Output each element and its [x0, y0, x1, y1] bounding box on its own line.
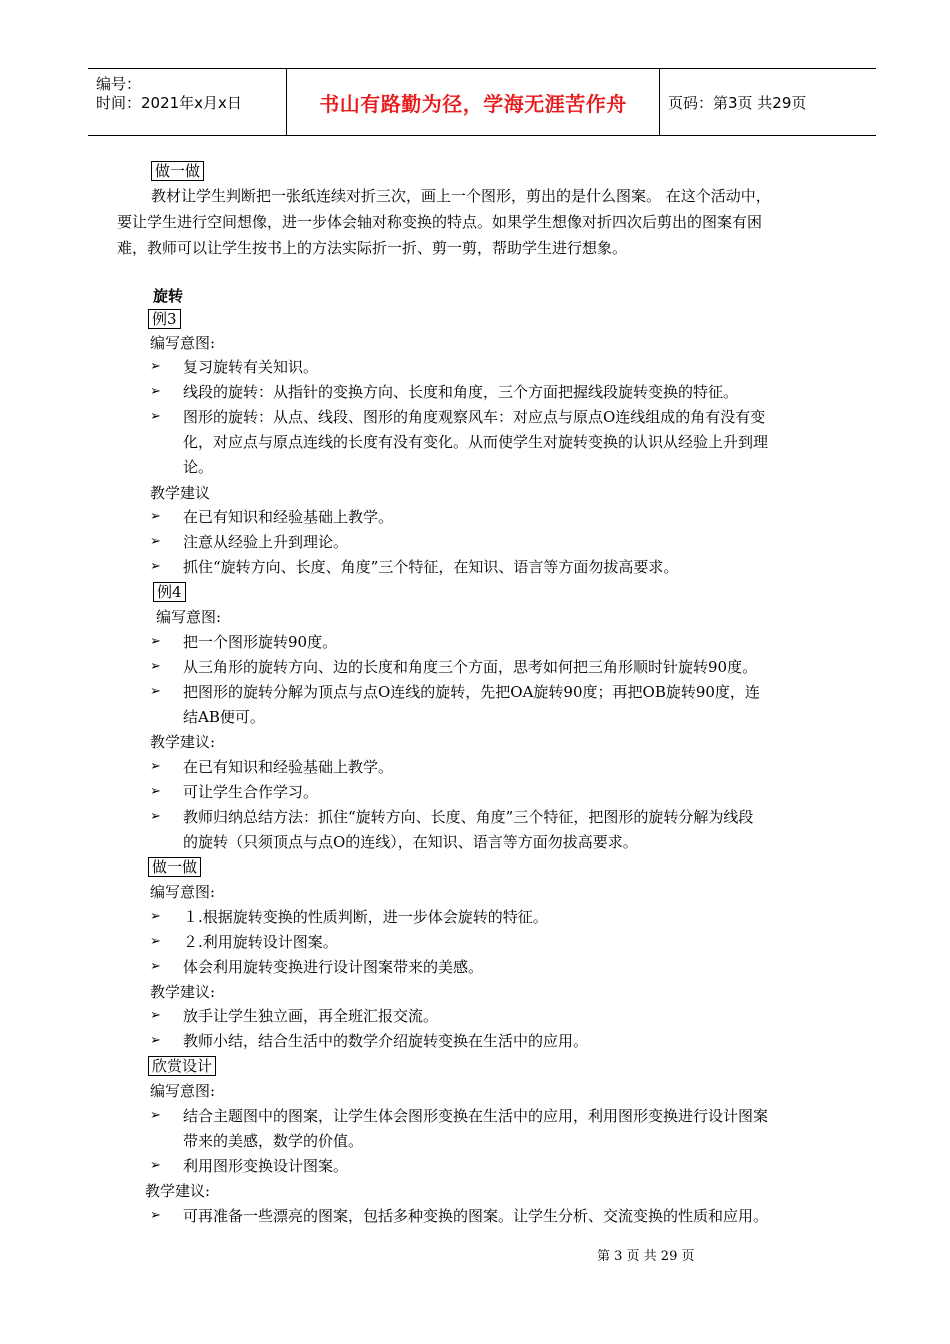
advice-label: 教学建议: [150, 484, 211, 502]
list-item: 在已有知识和经验基础上教学。: [183, 508, 394, 526]
bullet-icon: ➢: [150, 534, 161, 549]
section-box-label: 例4: [153, 582, 186, 602]
list-item-continuation: 结AB便可。: [183, 708, 265, 726]
bullet-icon: ➢: [150, 934, 161, 949]
bullet-icon: ➢: [150, 784, 161, 799]
bullet-icon: ➢: [150, 634, 161, 649]
bullet-icon: ➢: [150, 509, 161, 524]
intent-label: 编写意图:: [150, 1082, 216, 1100]
bullet-icon: ➢: [150, 1158, 161, 1173]
intent-label: 编写意图:: [150, 883, 216, 901]
list-item: 在已有知识和经验基础上教学。: [183, 758, 394, 776]
bullet-icon: ➢: [150, 1108, 161, 1123]
list-item: 利用图形变换设计图案。: [183, 1157, 349, 1175]
bullet-icon: ➢: [150, 409, 161, 424]
paragraph-line: 要让学生进行空间想像，进一步体会轴对称变换的特点。如果学生想像对折四次后剪出的图案有困: [117, 213, 763, 231]
list-item: 结合主题图中的图案，让学生体会图形变换在生活中的应用，利用图形变换进行设计图案: [183, 1107, 769, 1125]
section-box-ex3: [148, 309, 181, 329]
list-item: 可让学生合作学习。: [183, 783, 319, 801]
bullet-icon: ➢: [150, 684, 161, 699]
list-item: 教师小结，结合生活中的数学介绍旋转变换在生活中的应用。: [183, 1032, 589, 1050]
advice-label: 教学建议:: [150, 983, 216, 1001]
advice-label: 教学建议:: [145, 1182, 211, 1200]
list-item-continuation: 的旋转（只须顶点与点O的连线），在知识、语言等方面勿拔高要求。: [183, 833, 638, 851]
list-item: 抓住“旋转方向、长度、角度”三个特征，在知识、语言等方面勿拔高要求。: [183, 558, 679, 576]
list-item-continuation: 论。: [183, 458, 214, 476]
list-item: 把一个图形旋转90度。: [183, 633, 338, 651]
header-motto-cell: [287, 69, 660, 135]
list-item: 复习旋转有关知识。: [183, 358, 319, 376]
bullet-icon: ➢: [150, 1208, 161, 1223]
bullet-icon: ➢: [150, 959, 161, 974]
list-item: 可再准备一些漂亮的图案，包括多种变换的图案。让学生分析、交流变换的性质和应用。: [183, 1207, 769, 1225]
list-item-continuation: 带来的美感，数学的价值。: [183, 1132, 364, 1150]
list-item: 图形的旋转：从点、线段、图形的角度观察风车：对应点与原点O连线组成的角有没有变: [183, 408, 766, 426]
list-item: 注意从经验上升到理论。: [183, 533, 349, 551]
section-box-label: 做一做: [148, 857, 201, 877]
list-item: 线段的旋转：从指针的变换方向、长度和角度，三个方面把握线段旋转变换的特征。: [183, 383, 739, 401]
bullet-icon: ➢: [150, 384, 161, 399]
list-item: 从三角形的旋转方向、边的长度和角度三个方面，思考如何把三角形顺时针旋转90度。: [183, 658, 758, 676]
section-box-label: 例3: [148, 309, 181, 329]
intent-label: 编写意图:: [156, 608, 222, 626]
bullet-icon: ➢: [150, 909, 161, 924]
list-item: 体会利用旋转变换进行设计图案带来的美感。: [183, 958, 484, 976]
intent-label: 编写意图:: [150, 334, 216, 352]
section-box-doit: [151, 161, 204, 181]
page-footer: 第 3 页 共 29 页: [597, 1249, 695, 1264]
bullet-icon: ➢: [150, 659, 161, 674]
list-item: 把图形的旋转分解为顶点与点O连线的旋转，先把OA旋转90度；再把OB旋转90度，连: [183, 683, 760, 701]
list-item: ２.利用旋转设计图案。: [183, 933, 338, 951]
header-meta: [88, 69, 287, 135]
list-item-continuation: 化，对应点与原点连线的长度有没有变化。从而使学生对旋转变换的认识从经验上升到理: [183, 433, 769, 451]
section-box-appreciate: [148, 1056, 216, 1076]
bullet-icon: ➢: [150, 759, 161, 774]
bullet-icon: ➢: [150, 1033, 161, 1048]
serial-label: 编号：: [96, 75, 142, 93]
bullet-icon: ➢: [150, 559, 161, 574]
advice-label: 教学建议:: [150, 733, 216, 751]
section-title-rotation: 旋转: [153, 287, 184, 305]
list-item: 教师归纳总结方法：抓住“旋转方向、长度、角度”三个特征，把图形的旋转分解为线段: [183, 808, 754, 826]
section-box-ex4: [153, 582, 186, 602]
paragraph-line: 教材让学生判断把一张纸连续对折三次，画上一个图形，剪出的是什么图案。 在这个活动中，: [151, 187, 771, 205]
bullet-icon: ➢: [150, 359, 161, 374]
paragraph-line: 难，教师可以让学生按书上的方法实际折一折、剪一剪，帮助学生进行想象。: [117, 239, 628, 257]
list-item: 放手让学生独立画，再全班汇报交流。: [183, 1007, 439, 1025]
section-box-label: 做一做: [151, 161, 204, 181]
header-motto: 书山有路勤为径，学海无涯苦作舟: [319, 91, 627, 116]
page-header: [88, 68, 876, 136]
section-box-label: 欣赏设计: [148, 1056, 216, 1076]
time-label: 时间：2021年x月x日: [96, 94, 242, 112]
bullet-icon: ➢: [150, 809, 161, 824]
section-box-doit2: [148, 857, 201, 877]
page-number-label: 页码：第3页 共29页: [668, 93, 807, 112]
list-item: １.根据旋转变换的性质判断，进一步体会旋转的特征。: [183, 908, 548, 926]
bullet-icon: ➢: [150, 1008, 161, 1023]
